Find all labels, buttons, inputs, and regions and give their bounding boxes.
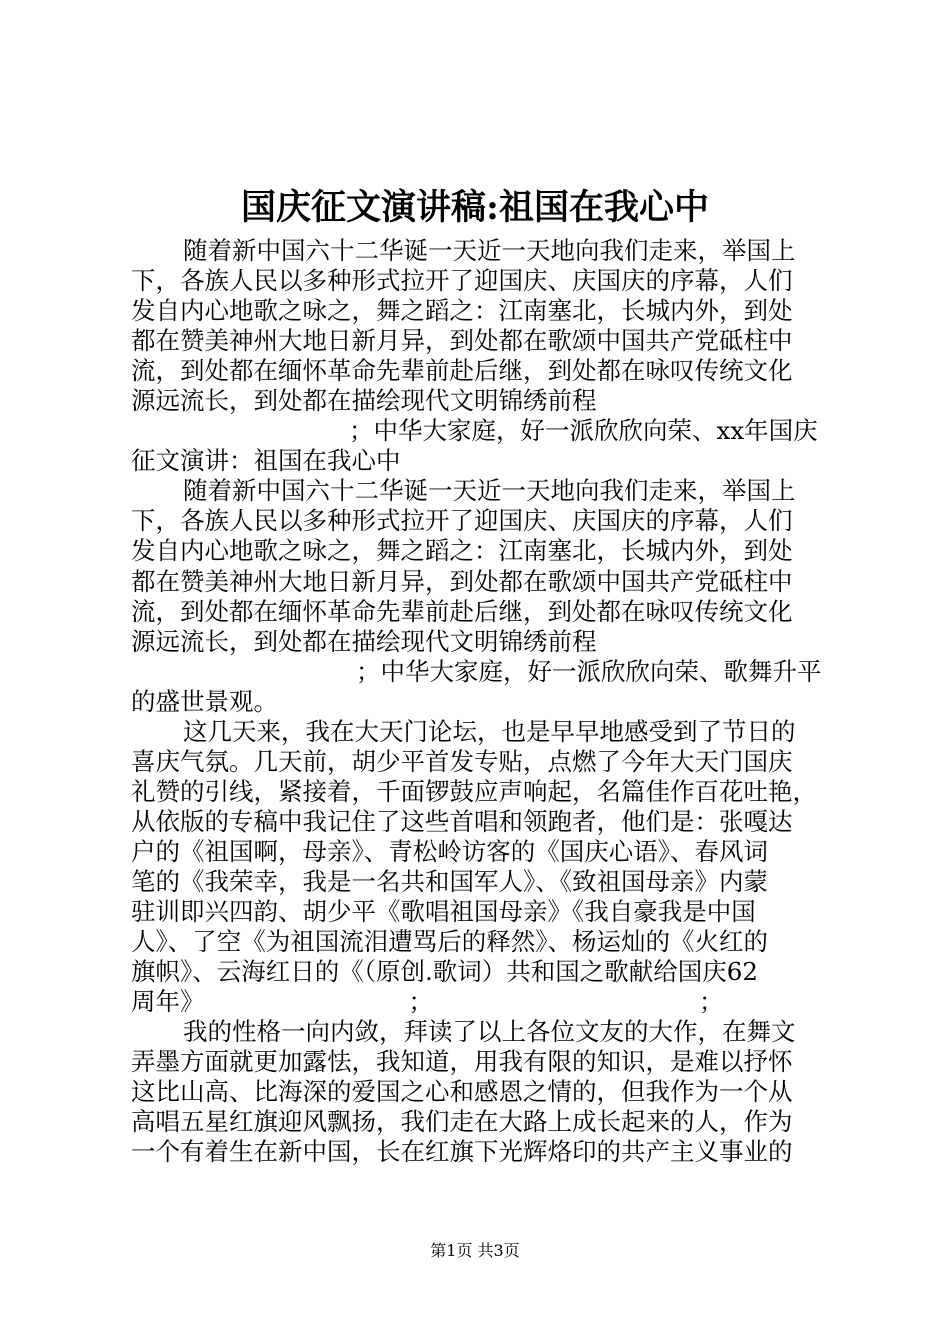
- text-line: 人》、了空《为祖国流泪遭骂后的释然》、杨运灿的《火红的: [131, 927, 768, 957]
- text-line: 都在赞美神州大地日新月异，到处都在歌颂中国共产党砥柱中: [131, 326, 793, 356]
- text-segment: 周年》: [131, 987, 205, 1017]
- text-line: 户的《祖国啊，母亲》、青松岭访客的《国庆心语》、春风词: [131, 836, 768, 866]
- text-line: 从依版的专稿中我记住了这些首唱和领跑者，他们是：张嘎达: [131, 806, 793, 836]
- text-line: 这几天来，我在大天门论坛，也是早早地感受到了节日的: [183, 716, 796, 746]
- text-line: 都在赞美神州大地日新月异，到处都在歌颂中国共产党砥柱中: [131, 566, 793, 596]
- text-line: 随着新中国六十二华诞一天近一天地向我们走来，举国上: [183, 236, 796, 265]
- text-line: 发自内心地歌之咏之，舞之蹈之：江南塞北，长城内外，到处: [131, 296, 793, 326]
- text-segment: ；: [699, 987, 724, 1017]
- text-line: ；中华大家庭，好一派欣欣向荣、歌舞升平: [356, 656, 822, 686]
- text-line: 下，各族人民以多种形式拉开了迎国庆、庆国庆的序幕，人们: [131, 506, 793, 536]
- text-line: 下，各族人民以多种形式拉开了迎国庆、庆国庆的序幕，人们: [131, 266, 793, 296]
- text-line: [131, 987, 831, 1017]
- text-line: 源远流长，到处都在描绘现代文明锦绣前程: [131, 626, 597, 656]
- text-line: 源远流长，到处都在描绘现代文明锦绣前程: [131, 386, 597, 416]
- text-segment: ；: [408, 987, 433, 1017]
- text-line: 我的性格一向内敛，拜读了以上各位文友的大作，在舞文: [183, 1017, 796, 1047]
- text-line: 流，到处都在缅怀革命先辈前赴后继，到处都在咏叹传统文化: [131, 596, 793, 626]
- page-title: 国庆征文演讲稿:祖国在我心中: [241, 187, 709, 228]
- text-line: 随着新中国六十二华诞一天近一天地向我们走来，举国上: [183, 476, 796, 506]
- document-body: [131, 236, 831, 1167]
- text-line: 喜庆气氛。几天前，胡少平首发专贴，点燃了今年大天门国庆: [131, 746, 793, 776]
- text-line: 一个有着生在新中国，长在红旗下光辉烙印的共产主义事业的: [131, 1137, 793, 1167]
- text-line: 高唱五星红旗迎风飘扬，我们走在大路上成长起来的人，作为: [131, 1107, 793, 1137]
- text-line: 弄墨方面就更加露怯，我知道，用我有限的知识，是难以抒怀: [131, 1047, 793, 1077]
- text-line: 驻训即兴四韵、胡少平《歌唱祖国母亲》《我自豪我是中国: [131, 897, 756, 927]
- text-line: 发自内心地歌之咏之，舞之蹈之：江南塞北，长城内外，到处: [131, 536, 793, 566]
- text-line: 礼赞的引线，紧接着，千面锣鼓应声响起，名篇佳作百花吐艳，: [131, 776, 817, 806]
- text-line: ；中华大家庭，好一派欣欣向荣、xx年国庆: [349, 416, 818, 446]
- page-footer: 第1页 共3页: [430, 1241, 520, 1260]
- text-line: 这比山高、比海深的爱国之心和感恩之情的，但我作为一个从: [131, 1077, 793, 1107]
- text-line: 旗帜》、云海红日的《（原创.歌词）共和国之歌献给国庆62: [131, 957, 758, 987]
- text-line: 的盛世景观。: [131, 686, 278, 716]
- text-line: 流，到处都在缅怀革命先辈前赴后继，到处都在咏叹传统文化: [131, 356, 793, 386]
- text-line: 征文演讲：祖国在我心中: [131, 446, 401, 476]
- text-line: 笔的《我荣幸，我是一名共和国军人》、《致祖国母亲》内蒙: [131, 866, 768, 896]
